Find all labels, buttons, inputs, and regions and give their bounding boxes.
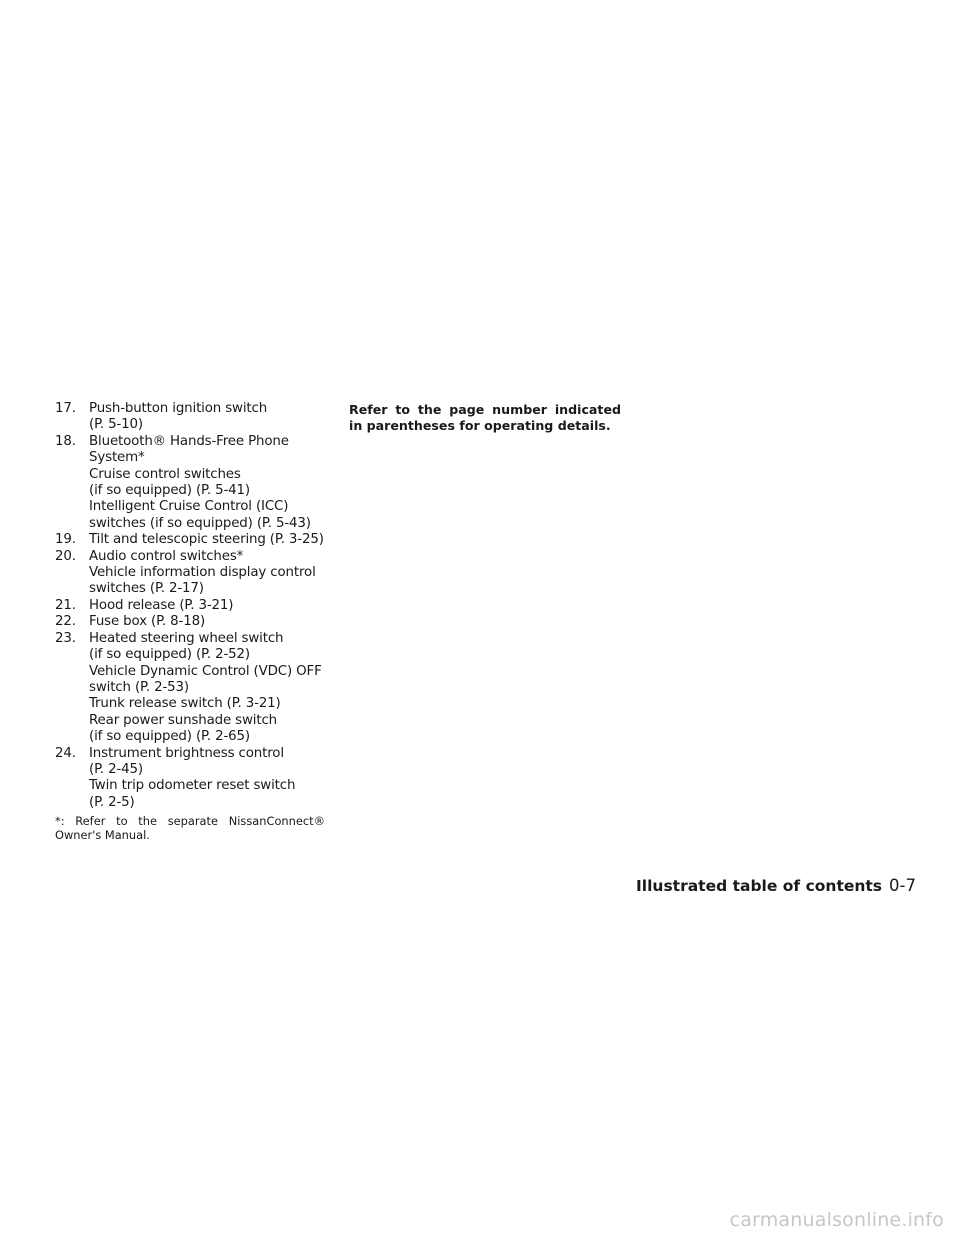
item-line: Push-button ignition switch — [89, 401, 268, 416]
list-item — [55, 532, 345, 548]
item-line: (if so equipped) (P. 2-52) — [89, 647, 250, 663]
item-line: Fuse box (P. 8-18) — [89, 614, 206, 630]
item-line: switch (P. 2-53) — [89, 679, 189, 695]
list-item — [55, 746, 345, 812]
item-text — [89, 631, 345, 746]
item-line: Twin trip odometer reset switch — [89, 778, 296, 794]
item-line: switches (P. 2-17) — [89, 581, 204, 597]
list-item — [55, 549, 345, 598]
list-item — [55, 631, 345, 746]
list-item — [55, 401, 345, 434]
item-number: 23. — [55, 630, 76, 646]
item-text — [89, 532, 345, 548]
item-line: Rear power sunshade switch — [89, 712, 278, 728]
item-line: (if so equipped) (P. 5-41) — [89, 483, 250, 499]
item-line: (if so equipped) (P. 2-65) — [89, 729, 250, 745]
list-item — [55, 614, 345, 630]
item-number: 17. — [55, 401, 76, 416]
item-line: Instrument brightness control — [89, 745, 284, 761]
item-line: (P. 5-10) — [89, 417, 143, 433]
page-number: 0-7 — [889, 876, 916, 895]
item-line: (P. 2-45) — [89, 761, 143, 777]
item-number: 21. — [55, 597, 76, 613]
item-line: Intelligent Cruise Control (ICC) — [89, 499, 289, 515]
item-text — [89, 401, 345, 434]
item-number: 22. — [55, 614, 76, 630]
item-text — [89, 598, 345, 614]
item-line: Audio control switches* — [89, 548, 244, 564]
item-text — [89, 549, 345, 598]
item-line: Hood release (P. 3-21) — [89, 597, 234, 613]
item-text — [89, 614, 345, 630]
item-text — [89, 746, 345, 812]
operating-details-note: Refer to the page number indicated in parentheses for operating details. — [349, 402, 621, 434]
item-text — [89, 434, 345, 532]
list-item — [55, 598, 345, 614]
item-line: (P. 2-5) — [89, 794, 135, 810]
item-number: 18. — [55, 433, 76, 449]
item-line: Heated steering wheel switch — [89, 630, 284, 646]
footnote: *: Refer to the separate NissanConnect® Owner's Manual. — [55, 814, 325, 843]
item-line: switches (if so equipped) (P. 5-43) — [89, 515, 311, 531]
item-line: System* — [89, 450, 145, 466]
item-number: 19. — [55, 532, 76, 548]
item-number: 24. — [55, 745, 76, 761]
section-title: Illustrated table of contents — [636, 877, 883, 895]
page-footer — [636, 876, 916, 895]
item-line: Vehicle Dynamic Control (VDC) OFF — [89, 663, 322, 679]
item-list — [55, 401, 345, 842]
item-number: 20. — [55, 548, 76, 564]
list-item — [55, 434, 345, 532]
item-line: Trunk release switch (P. 3-21) — [89, 696, 281, 712]
item-line: Vehicle information display control — [89, 565, 316, 581]
watermark: carmanualsonline.info — [729, 1209, 944, 1231]
item-line: Tilt and telescopic steering (P. 3-25) — [89, 532, 324, 548]
item-line: Cruise control switches — [89, 466, 241, 482]
item-line: Bluetooth® Hands-Free Phone — [89, 433, 289, 449]
